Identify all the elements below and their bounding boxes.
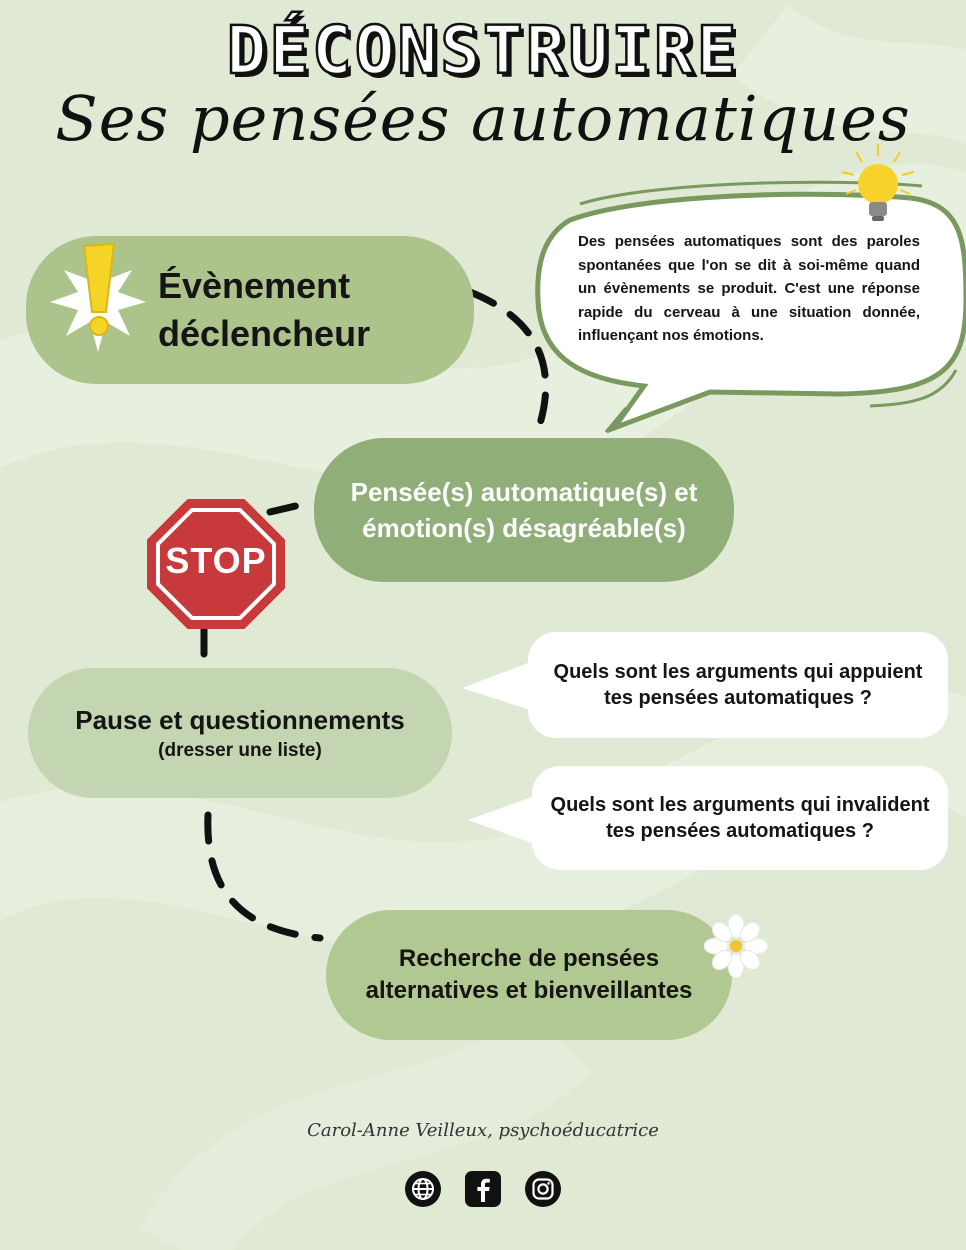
globe-icon[interactable]: [404, 1170, 442, 1208]
question-invalidating-arguments: [532, 766, 948, 870]
step-automatic-label: Pensée(s) automatique(s) et émotion(s) désagréable(s): [350, 477, 698, 543]
daisy-icon: [704, 914, 768, 978]
question-supporting-text: Quels sont les arguments qui appuient tes pensées automatiques ?: [553, 661, 923, 709]
step-alternative-label: Recherche de pensées alternatives et bienveillantes: [365, 945, 693, 1004]
stop-sign-label: STOP: [165, 540, 267, 581]
page-subtitle: Ses pensées automatiques: [55, 82, 911, 155]
facebook-icon[interactable]: [464, 1170, 502, 1208]
step-trigger-label: Évènement déclencheur: [158, 265, 371, 354]
step-alternative-pill: [326, 910, 732, 1040]
question-invalidating-text: Quels sont les arguments qui invalident tes pensées automatiques ?: [550, 794, 930, 842]
page-title: DÉCONSTRUIRE: [226, 12, 740, 89]
instagram-icon[interactable]: [524, 1170, 562, 1208]
step-pause-sublabel: (dresser une liste): [158, 739, 322, 761]
step-pause-label: Pause et questionnements: [75, 704, 405, 735]
author-credit: Carol-Anne Veilleux, psychoéducatrice: [307, 1120, 659, 1141]
definition-text: Des pensées automatiques sont des paroles spontanées que l'on se dit à soi-même quand un évènements se produit. C'est une réponse rapide du cerveau à une situation donnée, influençant nos émotions.: [578, 233, 920, 345]
question-supporting-arguments: [528, 632, 948, 738]
